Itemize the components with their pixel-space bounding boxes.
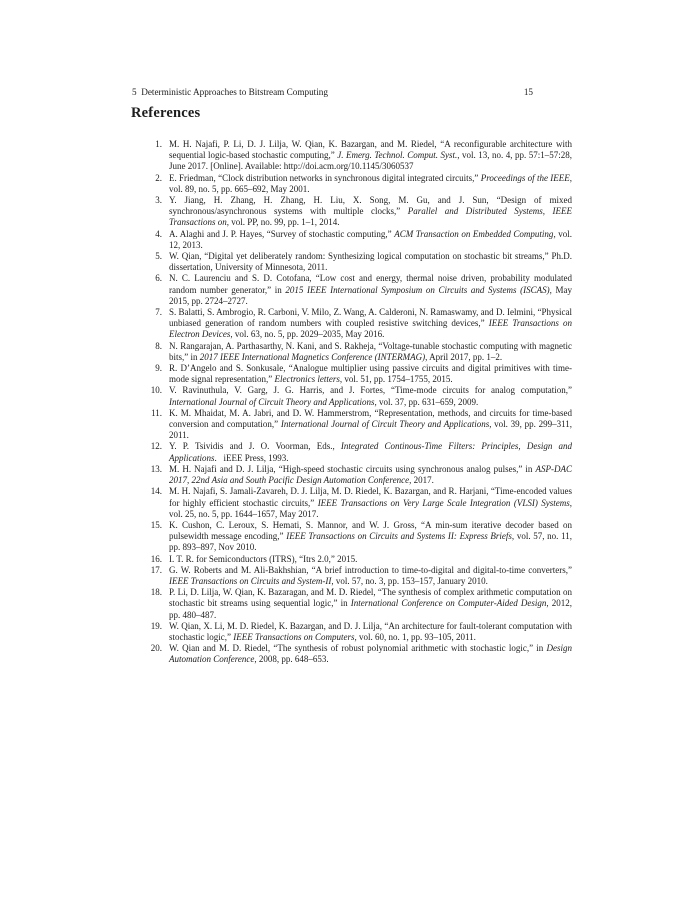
running-header <box>132 87 533 98</box>
reference-item <box>146 441 572 463</box>
reference-text: N. C. Laurenciu and S. D. Cotofana, “Low cost and energy, thermal noise driven, probability modulated random number generator,” in 2015 IEEE International Symposium on Circuits and Systems (ISCAS), May 2015, pp. 2724–2727. <box>169 273 572 306</box>
reference-text: Y. Jiang, H. Zhang, H. Zhang, H. Liu, X. Song, M. Gu, and J. Sun, “Design of mixed synchronous/asynchronous systems with multiple clocks,” Parallel and Distributed Systems, IEEE Transactions on, vol. PP, no. 99, pp. 1–1, 2014. <box>169 195 572 228</box>
reference-number: 4. <box>155 228 162 239</box>
reference-number: 15. <box>150 519 162 530</box>
reference-item <box>146 587 572 621</box>
reference-number: 16. <box>150 553 162 564</box>
reference-item <box>146 486 572 520</box>
running-title: 5 Deterministic Approaches to Bitstream Computing <box>132 87 328 97</box>
reference-item <box>146 520 572 554</box>
reference-text: M. H. Najafi, P. Li, D. J. Lilja, W. Qian, K. Bazargan, and M. Riedel, “A reconfigurable architecture with sequential logic-based stochastic computing,” J. Emerg. Technol. Comput. Syst., vol. 13, no. 4, pp. 57:1–57:28, June 2017. [Online]. Available: http://doi.acm.org/10.1145/3060537 <box>169 139 572 172</box>
reference-item <box>146 229 572 251</box>
reference-text: Y. P. Tsividis and J. O. Voorman, Eds., Integrated Continous-Time Filters: Principles, Design and Applications. iEEE Press, 1993. <box>169 441 573 463</box>
reference-text: P. Li, D. Lilja, W. Qian, K. Bazaragan, and M. D. Riedel, “The synthesis of complex arithmetic computation on stochastic bit streams using sequential logic,” in International Conference on Computer-Aided Design, 2012, pp. 480–487. <box>169 587 572 620</box>
reference-number: 5. <box>155 251 162 262</box>
reference-item <box>146 173 572 195</box>
reference-item <box>146 341 572 363</box>
reference-number: 3. <box>155 195 162 206</box>
reference-number: 6. <box>155 273 162 284</box>
reference-item <box>146 363 572 385</box>
reference-text: G. W. Roberts and M. Ali-Bakhshian, “A brief introduction to time-to-digital and digital-to-time converters,” IEEE Transactions on Circuits and System-II, vol. 57, no. 3, pp. 153–157, January 2010. <box>169 564 572 586</box>
reference-number: 2. <box>155 172 162 183</box>
reference-number: 10. <box>150 385 162 396</box>
reference-text: M. H. Najafi, S. Jamali-Zavareh, D. J. Lilja, M. D. Riedel, K. Bazargan, and R. Harjani, “Time-encoded values for highly efficient stochastic circuits,” IEEE Transactions on Very Large Scale Integration (VLSI) Systems, vol. 25, no. 5, pp. 1644–1657, May 2017. <box>169 486 572 519</box>
reference-item <box>146 385 572 407</box>
reference-text: W. Qian, “Digital yet deliberately random: Synthesizing logical computation on stochastic bit streams,” Ph.D. dissertation, University of Minnesota, 2011. <box>169 251 572 273</box>
reference-item <box>146 195 572 229</box>
reference-number: 18. <box>150 587 162 598</box>
reference-text: A. Alaghi and J. P. Hayes, “Survey of stochastic computing,” ACM Transaction on Embedded Computing, vol. 12, 2013. <box>169 228 572 250</box>
reference-item <box>146 464 572 486</box>
reference-text: E. Friedman, “Clock distribution networks in synchronous digital integrated circuits,” Proceedings of the IEEE, vol. 89, no. 5, pp. 665–692, May 2001. <box>169 172 572 194</box>
reference-text: W. Qian and M. D. Riedel, “The synthesis of robust polynomial arithmetic with stochastic logic,” in Design Automation Conference, 2008, pp. 648–653. <box>169 643 572 665</box>
reference-item <box>146 621 572 643</box>
reference-number: 1. <box>155 139 162 149</box>
reference-text: M. H. Najafi and D. J. Lilja, “High-speed stochastic circuits using synchronous analog pulses,” in ASP-DAC 2017, 22nd Asia and South Pacific Design Automation Conference, 2017. <box>169 463 572 486</box>
reference-text: N. Rangarajan, A. Parthasarthy, N. Kani, and S. Rakheja, “Voltage-tunable stochastic computing with magnetic bits,” in 2017 IEEE International Magnetics Conference (INTERMAG), April 2017, pp. 1–2. <box>169 340 572 362</box>
reference-text: W. Qian, X. Li, M. D. Riedel, K. Bazargan, and D. J. Lilja, “An architecture for fault-tolerant computation with stochastic logic,” IEEE Transactions on Computers, vol. 60, no. 1, pp. 93–105, 2011. <box>169 620 572 642</box>
reference-number: 14. <box>150 486 162 497</box>
reference-item <box>146 139 572 173</box>
reference-text: V. Ravinuthula, V. Garg, J. G. Harris, and J. Fortes, “Time-mode circuits for analog computation,” International Journal of Circuit Theory and Applications, vol. 37, pp. 631–659, 2009. <box>169 385 572 407</box>
reference-item <box>146 643 572 665</box>
reference-item <box>146 408 572 442</box>
reference-text: I. T. R. for Semiconductors (ITRS), “Itrs 2.0,” 2015. <box>169 553 358 564</box>
reference-number: 19. <box>150 620 162 631</box>
reference-text: K. M. Mhaidat, M. A. Jabri, and D. W. Hammerstrom, “Representation, methods, and circuits for time-based conversion and computation,” International Journal of Circuit Theory and Applications, vol. 39, pp. 299–311, 2011. <box>169 407 572 441</box>
reference-item <box>146 554 572 565</box>
reference-number: 11. <box>151 407 162 418</box>
reference-number: 20. <box>150 643 162 654</box>
section-title: References <box>131 105 201 121</box>
reference-text: K. Cushon, C. Leroux, S. Hemati, S. Mannor, and W. J. Gross, “A min-sum iterative decoder based on pulsewidth message encoding,” IEEE Transactions on Circuits and Systems II: Express Briefs, vol. 57, no. 11, pp. 893–897, Nov 2010. <box>169 519 572 553</box>
reference-number: 12. <box>150 441 162 452</box>
reference-list <box>146 139 572 666</box>
reference-number: 8. <box>155 340 162 351</box>
reference-item <box>146 307 572 341</box>
page-number: 15 <box>523 87 533 97</box>
reference-item <box>146 565 572 587</box>
reference-text: S. Balatti, S. Ambrogio, R. Carboni, V. Milo, Z. Wang, A. Calderoni, N. Ramaswamy, and D. Ielmini, “Physical unbiased generation of random numbers with coupled resistive switching devices,” IEEE Transactions on Electron Devices, vol. 63, no. 5, pp. 2029–2035, May 2016. <box>169 307 572 340</box>
reference-item <box>146 273 572 307</box>
reference-number: 7. <box>155 307 162 318</box>
reference-number: 13. <box>150 463 162 474</box>
reference-item <box>146 251 572 273</box>
reference-text: R. D’Angelo and S. Sonkusale, “Analogue multiplier using passive circuits and digital primitives with time-mode signal representation,” Electronics letters, vol. 51, pp. 1754–1755, 2015. <box>169 363 572 385</box>
reference-number: 17. <box>150 564 162 575</box>
reference-number: 9. <box>155 363 162 374</box>
